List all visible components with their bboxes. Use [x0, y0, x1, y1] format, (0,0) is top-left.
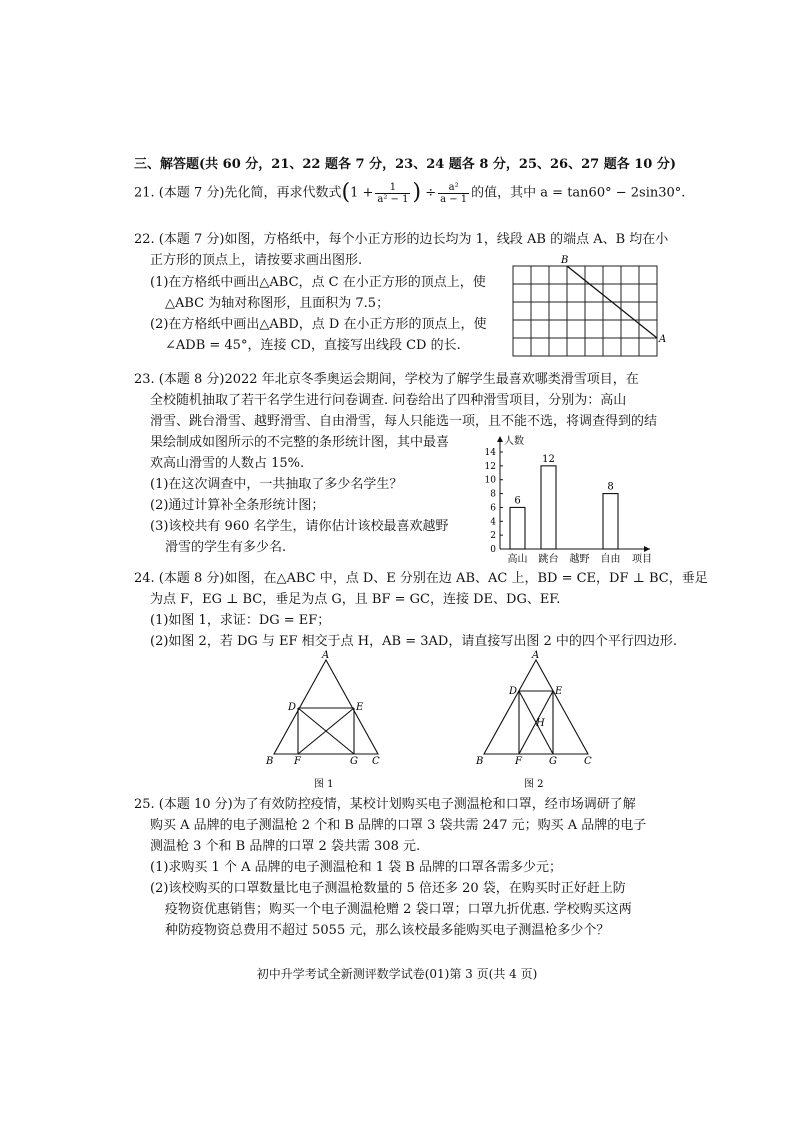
q22-line: △ABC 为轴对称图形，且面积为 7.5； — [165, 296, 390, 311]
q23-line: 全校随机抽取了若干名学生进行问卷调查. 问卷给出了四种滑雪项目，分别为：高山 — [150, 393, 627, 408]
q21-prefix: 21. (本题 7 分)先化简，再求代数式 — [134, 185, 342, 201]
q22-line: ∠ADB = 45°，连接 CD，直接写出线段 CD 的长. — [165, 338, 461, 353]
question-21: 21. (本题 7 分)先化简，再求代数式(1 + $\frac{1}{\text{a² − 1}}$ ) ÷ $\frac{\text{a²}}{a - 1}$ 的值，其中 a = tan60° − 2sin30°. — [134, 180, 686, 205]
q23-line: (3)该校共有 960 名学生，请你估计该校最喜欢越野 — [150, 519, 449, 534]
q22-line: 正方形的顶点上，请按要求画出图形. — [150, 253, 363, 268]
y-axis-label: 人数 — [504, 436, 524, 447]
bar-chart — [478, 428, 668, 568]
q22-line: (1)在方格纸中画出△ABC，点 C 在小正方形的顶点上，使 — [150, 275, 486, 290]
x-axis-arrow — [644, 546, 650, 552]
q25-line: 种防疫物资总费用不超过 5055 元，那么该校最多能购买电子测温枪多少个？ — [165, 923, 610, 938]
q21-fraction-2: $\frac{\text{a²}}{a - 1}$ — [440, 181, 468, 205]
q24-line: 为点 F，EG ⊥ BC，垂足为点 G，且 BF = GC，连接 DE、DG、EF. — [150, 592, 561, 607]
x-axis-label: 项目 — [632, 554, 652, 565]
y-tick-label: 6 — [490, 503, 496, 514]
q25-line: (2)该校购买的口罩数量比电子测温枪数量的 5 倍还多 20 袋，在购买时正好赶上防 — [150, 881, 626, 896]
fig1-label-f: F — [294, 756, 301, 767]
q23-line: 滑雪的学生有多少名. — [165, 540, 287, 555]
bar-0 — [510, 507, 525, 549]
x-tick-label: 高山 — [507, 554, 528, 565]
q25-line: 疫物资优惠销售；购买一个电子测温枪赠 2 袋口罩；口罩九折优惠. 学校购买这两 — [165, 902, 632, 917]
fig2-label-g: G — [549, 756, 557, 767]
q23-line: 滑雪、跳台滑雪、越野滑雪、自由滑雪，每人只能选一项，且不能不选，将调查得到的结 — [150, 414, 658, 429]
fig1-caption: 图 1 — [314, 779, 334, 790]
y-tick-label: 0 — [490, 545, 496, 555]
q21-fraction-1: $\frac{1}{\text{a² − 1}}$ — [377, 181, 409, 205]
q24-line: (1)如图 1，求证：DG = EF； — [150, 613, 331, 628]
y-axis-arrow — [497, 436, 503, 442]
fig1-label-e: E — [356, 702, 364, 713]
q21-suffix: 的值，其中 a = tan60° − 2sin30°. — [471, 185, 686, 201]
fig2-label-h: H — [536, 718, 545, 729]
y-tick-label: 14 — [484, 448, 496, 458]
bar-data-label: 12 — [542, 453, 555, 465]
label-a: A — [659, 334, 667, 345]
q23-line: 欢高山滑雪的人数占 15%. — [150, 456, 305, 471]
fig2-label-c: C — [584, 756, 592, 767]
bar-data-label: 8 — [607, 481, 614, 493]
q25-line: 测温枪 3 个和 B 品牌的口罩 2 袋共需 308 元. — [150, 839, 421, 854]
y-tick-label: 8 — [490, 489, 496, 500]
q22-line: (2)在方格纸中画出△ABD，点 D 在小正方形的顶点上，使 — [150, 317, 487, 332]
fig1-label-a: A — [322, 650, 330, 661]
fig1-label-b: B — [266, 756, 274, 767]
x-tick-label: 跳台 — [538, 554, 559, 565]
section-heading: 三、解答题(共 60 分，21、22 题各 7 分，23、24 题各 8 分，25、26、27 题各 10 分) — [134, 157, 676, 172]
page-footer: 初中升学考试全新测评数学试卷(01)第 3 页(共 4 页) — [256, 967, 538, 981]
bar-1 — [541, 466, 556, 549]
fig2-caption: 图 2 — [524, 779, 544, 790]
fig2-label-b: B — [476, 756, 484, 767]
bar-data-label: 6 — [514, 495, 521, 507]
x-tick-label: 越野 — [569, 554, 590, 565]
q24-line: (2)如图 2，若 DG 与 EF 相交于点 H，AB = 3AD，请直接写出图 2 中的四个平行四边形. — [150, 634, 677, 649]
q24-line: 24. (本题 8 分)如图，在△ABC 中，点 D、E 分别在边 AB、AC 上，BD = CE，DF ⊥ BC，垂足 — [134, 571, 708, 586]
fig2-label-d: D — [509, 686, 518, 697]
q25-line: 25. (本题 10 分)为了有效防控疫情，某校计划购买电子测温枪和口罩，经市场调研了解 — [134, 797, 636, 812]
fig2-label-a: A — [532, 650, 540, 661]
fig2-label-f: F — [515, 756, 522, 767]
y-tick-label: 10 — [484, 475, 496, 486]
y-tick-label: 2 — [490, 531, 496, 542]
q25-line: 购买 A 品牌的电子测温枪 2 个和 B 品牌的口罩 3 袋共需 247 元；购买 A 品牌的电子 — [150, 818, 647, 833]
q23-line: (1)在这次调查中，一共抽取了多少名学生？ — [150, 477, 403, 492]
q23-line: (2)通过计算补全条形统计图； — [150, 498, 325, 513]
x-tick-label: 自由 — [600, 554, 621, 565]
bar-3 — [603, 494, 618, 549]
fig1-label-d: D — [288, 702, 297, 713]
y-tick-label: 4 — [490, 517, 496, 528]
label-b: B — [561, 255, 569, 266]
q23-line: 23. (本题 8 分)2022 年北京冬季奥运会期间，学校为了解学生最喜欢哪类滑雪项目，在 — [134, 372, 639, 387]
figure-2 — [472, 650, 602, 792]
figure-1 — [260, 650, 390, 792]
q21-divide: ÷ — [425, 185, 437, 201]
fig2-label-e: E — [555, 686, 563, 697]
q22-line: 22. (本题 7 分)如图，方格纸中，每个小正方形的边长均为 1，线段 AB 的端点 A、B 均在小 — [134, 232, 669, 247]
fig1-label-g: G — [350, 756, 358, 767]
q23-line: 果绘制成如图所示的不完整的条形统计图，其中最喜 — [150, 435, 450, 450]
y-tick-label: 12 — [484, 461, 496, 472]
q25-line: (1)求购买 1 个 A 品牌的电子测温枪和 1 袋 B 品牌的口罩各需多少元； — [150, 860, 562, 875]
fig1-label-c: C — [372, 756, 380, 767]
q21-one-plus: 1 + — [350, 185, 374, 201]
grid-figure — [505, 252, 670, 364]
